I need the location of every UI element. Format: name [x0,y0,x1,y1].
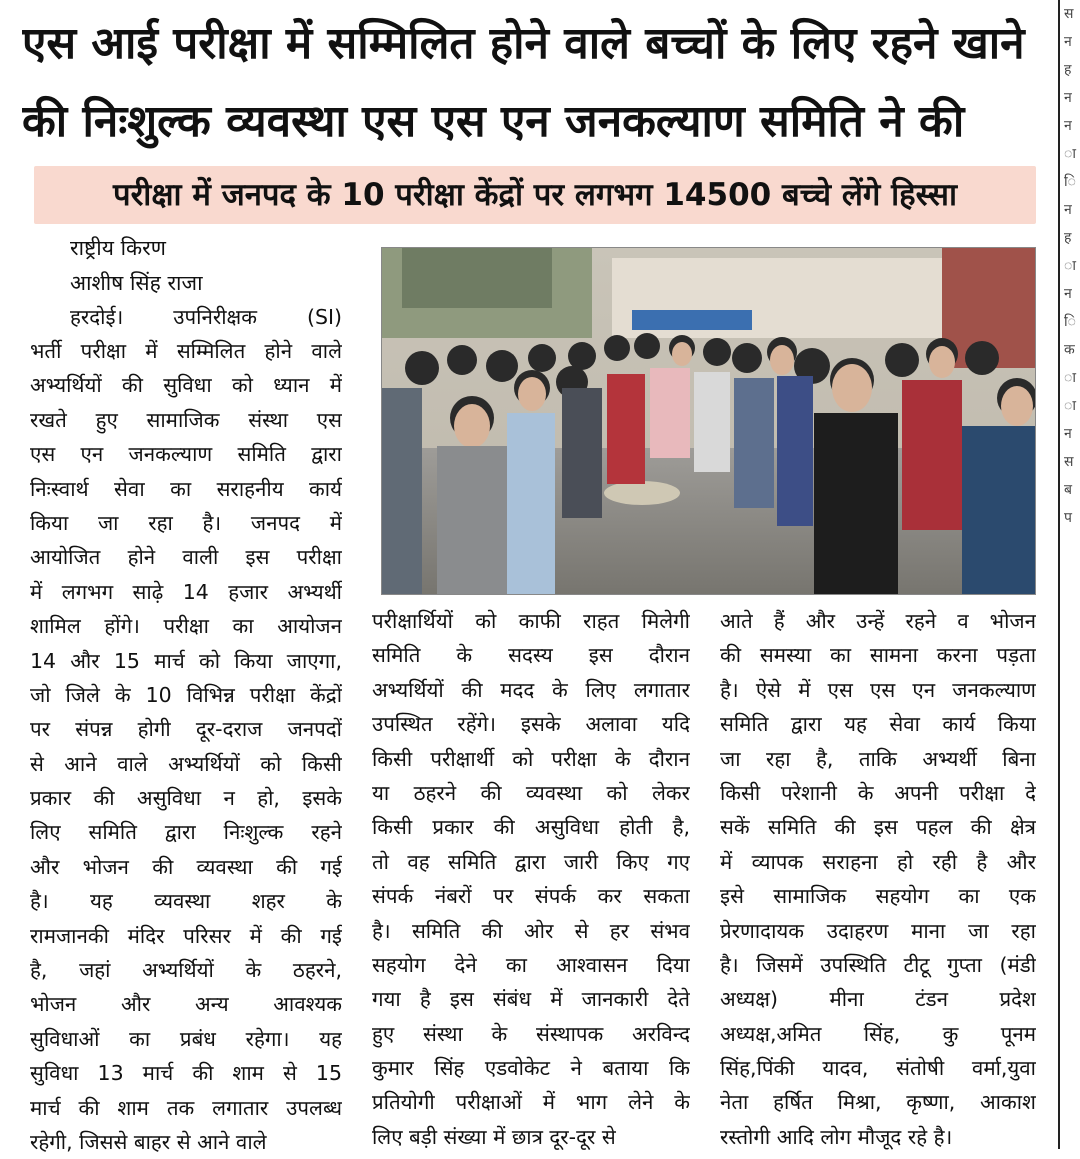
text-line: से आने वाले अभ्यर्थियों को किसी [30,751,342,776]
text-line: की समस्या का सामना करना पड़ता [720,643,1036,668]
text-line: आते हैं और उन्हें रहने व भोजन [720,609,1036,633]
text-line: है। यह व्यवस्था शहर के [30,889,342,914]
text-line: लिए बड़ी संख्या में छात्र दूर-दूर से [372,1124,616,1149]
text-line: किसी प्रकार की असुविधा होती है, [372,815,690,840]
text-line: अभ्यर्थियों की मदद के लिए लगातार [372,677,690,702]
text-line: प्रतियोगी परीक्षाओं में भाग लेने के [372,1090,690,1115]
fragment-glyph: ा [1064,398,1076,414]
text-line: 14 और 15 मार्च को किया जाएगा, [30,648,342,673]
fragment-glyph: स [1064,6,1074,22]
text-line: रखते हुए सामाजिक संस्था एस [30,407,342,432]
fragment-glyph: ा [1064,146,1076,162]
fragment-glyph: ि [1064,174,1076,190]
fragment-glyph: ि [1064,314,1076,330]
text-line: किसी परेशानी के अपनी परीक्षा दे [720,780,1036,805]
text-line: और भोजन की व्यवस्था की गई [30,854,342,879]
text-line: गया है इस संबंध में जानकारी देते [372,987,690,1012]
text-line: या ठहरने की व्यवस्था को लेकर [372,780,690,805]
text-line: भर्ती परीक्षा में सम्मिलित होने वाले [30,339,342,363]
text-line: सहयोग देने का आश्वासन दिया [372,952,690,977]
headline-line-2: की निःशुल्क व्यवस्था एस एस एन जनकल्याण समिति ने की [22,96,965,147]
article-lead-line [70,300,342,334]
text-line: कुमार सिंह एडवोकेट ने बताया कि [372,1056,690,1081]
text-line: सुविधा 13 मार्च की शाम से 15 [30,1061,342,1086]
text-line: है। ऐसे में एस एस एन जनकल्याण [720,677,1036,702]
text-line: हरदोई। उपनिरीक्षक (SI) [70,305,342,329]
text-line: निःस्वार्थ सेवा का सराहनीय कार्य [30,476,342,501]
fragment-glyph: स [1064,454,1074,470]
group-photo-image [382,248,1035,594]
fragment-glyph: ह [1064,62,1072,78]
text-line: है। जिसमें उपस्थिति टीटू गुप्ता (मंडी [720,952,1036,977]
fragment-glyph: ा [1064,370,1076,386]
byline-publication: राष्ट्रीय किरण [70,236,166,260]
fragment-glyph: ा [1064,258,1076,274]
text-line: समिति द्वारा यह सेवा कार्य किया [720,712,1036,737]
fragment-glyph: न [1064,118,1072,134]
subheadline-banner: परीक्षा में जनपद के 10 परीक्षा केंद्रों पर लगभग 14500 बच्चे लेंगे हिस्सा [34,166,1036,224]
text-line: तो वह समिति द्वारा जारी किए गए [372,849,690,874]
text-line: नेता हर्षित मिश्रा, कृष्णा, आकाश [720,1090,1036,1115]
text-line: संपर्क नंबरों पर संपर्क कर सकता [372,884,690,909]
text-line: मार्च की शाम तक लगातार उपलब्ध [30,1095,342,1120]
fragment-glyph: प [1064,510,1072,526]
text-line: आयोजित होने वाली इस परीक्षा [30,545,342,570]
text-line: में लगभग साढ़े 14 हजार अभ्यर्थी [30,579,342,604]
fragment-glyph: न [1064,90,1072,106]
text-line: उपस्थित रहेंगे। इसके अलावा यदि [372,712,690,737]
text-line: रहेगी, जिससे बाहर से आने वाले [30,1129,267,1154]
text-line: अध्यक्ष,अमित सिंह, कु पूनम [720,1021,1036,1046]
text-line: सकें समिति की इस पहल की क्षेत्र [720,815,1036,840]
text-line: रामजानकी मंदिर परिसर में की गई [30,923,342,948]
text-line: किया जा रहा है। जनपद में [30,510,342,535]
text-line: सुविधाओं का प्रबंध रहेगा। यह [30,1026,342,1051]
fragment-glyph: ब [1064,482,1072,498]
text-line: समिति के सदस्य इस दौरान [372,643,690,668]
text-line: सिंह,पिंकी यादव, संतोषी वर्मा,युवा [720,1056,1036,1081]
adjacent-article-fragment [1064,0,1080,1149]
text-line: जा रहा है, ताकि अभ्यर्थी बिना [720,746,1036,771]
text-line: इसे सामाजिक सहयोग का एक [720,884,1036,909]
text-line: में व्यापक सराहना हो रही है और [720,849,1036,874]
group-photo [381,247,1036,595]
text-line: रस्तोगी आदि लोग मौजूद रहे है। [720,1124,953,1149]
text-line: प्रेरणादायक उदाहरण माना जा रहा [720,918,1036,943]
text-line: शामिल होंगे। परीक्षा का आयोजन [30,614,342,639]
fragment-glyph: न [1064,426,1072,442]
text-line: पर संपन्न होगी दूर-दराज जनपदों [30,717,342,742]
article-column-1 [30,334,342,1159]
text-line: लिए समिति द्वारा निःशुल्क रहने [30,820,342,845]
fragment-glyph: क [1064,342,1075,358]
text-line: अभ्यर्थियों की सुविधा को ध्यान में [30,373,342,398]
fragment-glyph: न [1064,286,1072,302]
byline-author: आशीष सिंह राजा [70,271,203,295]
text-line: अध्यक्ष) मीना टंडन प्रदेश [720,987,1036,1012]
fragment-glyph: ह [1064,230,1072,246]
headline-line-1: एस आई परीक्षा में सम्मिलित होने वाले बच्चों के लिए रहने खाने [22,18,1025,69]
text-line: है। समिति की ओर से हर संभव [372,918,690,943]
text-line: प्रकार की असुविधा न हो, इसके [30,786,342,811]
text-line: किसी परीक्षार्थी को परीक्षा के दौरान [372,746,690,771]
column-divider [1058,0,1060,1149]
text-line: जो जिले के 10 विभिन्न परीक्षा केंद्रों [30,682,342,707]
fragment-glyph: न [1064,34,1072,50]
article-column-2 [372,604,690,1154]
text-line: है, जहां अभ्यर्थियों के ठहरने, [30,958,342,983]
text-line: हुए संस्था के संस्थापक अरविन्द [372,1021,690,1046]
article-column-3 [720,604,1036,1154]
text-line: परीक्षार्थियों को काफी राहत मिलेगी [372,609,690,633]
text-line: एस एन जनकल्याण समिति द्वारा [30,442,342,467]
fragment-glyph: न [1064,202,1072,218]
text-line: भोजन और अन्य आवश्यक [30,992,342,1017]
